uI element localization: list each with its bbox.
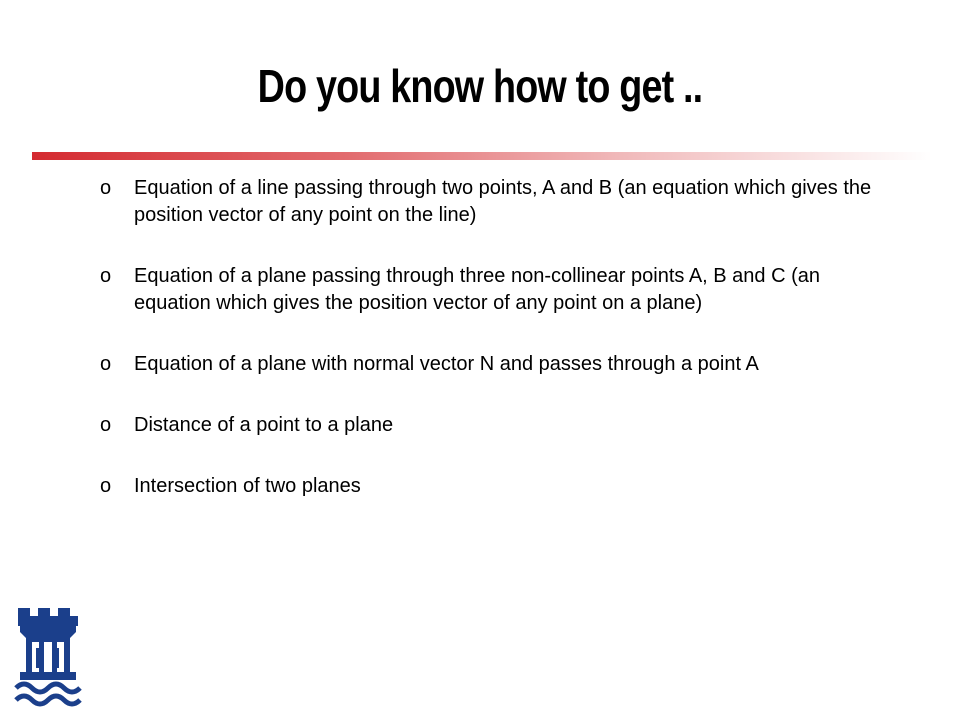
bullet-item [96, 175, 876, 229]
bullet-text: Equation of a line passing through two points, A and B (an equation which gives the position vector of any point on the line) [134, 177, 872, 226]
bullet-marker: o [100, 353, 112, 375]
slide-title: Do you know how to get .. [257, 60, 703, 112]
bullet-text: Equation of a plane with normal vector N and passes through a point A [134, 353, 759, 375]
castle-crest-icon [12, 600, 84, 712]
bullet-marker: o [100, 475, 112, 497]
bullet-item [96, 351, 876, 378]
bullet-text: Distance of a point to a plane [134, 414, 394, 436]
bullet-marker: o [100, 177, 112, 199]
bullet-item [96, 473, 876, 500]
bullet-text: Intersection of two planes [134, 475, 361, 497]
title-underline [32, 152, 932, 160]
bullet-marker: o [100, 265, 112, 287]
bullet-marker: o [100, 414, 112, 436]
bullet-item [96, 412, 876, 439]
bullet-list [96, 175, 876, 534]
bullet-item [96, 263, 876, 317]
bullet-text: Equation of a plane passing through three non-collinear points A, B and C (an equation which gives the position vector of any point on a plane) [134, 265, 821, 314]
